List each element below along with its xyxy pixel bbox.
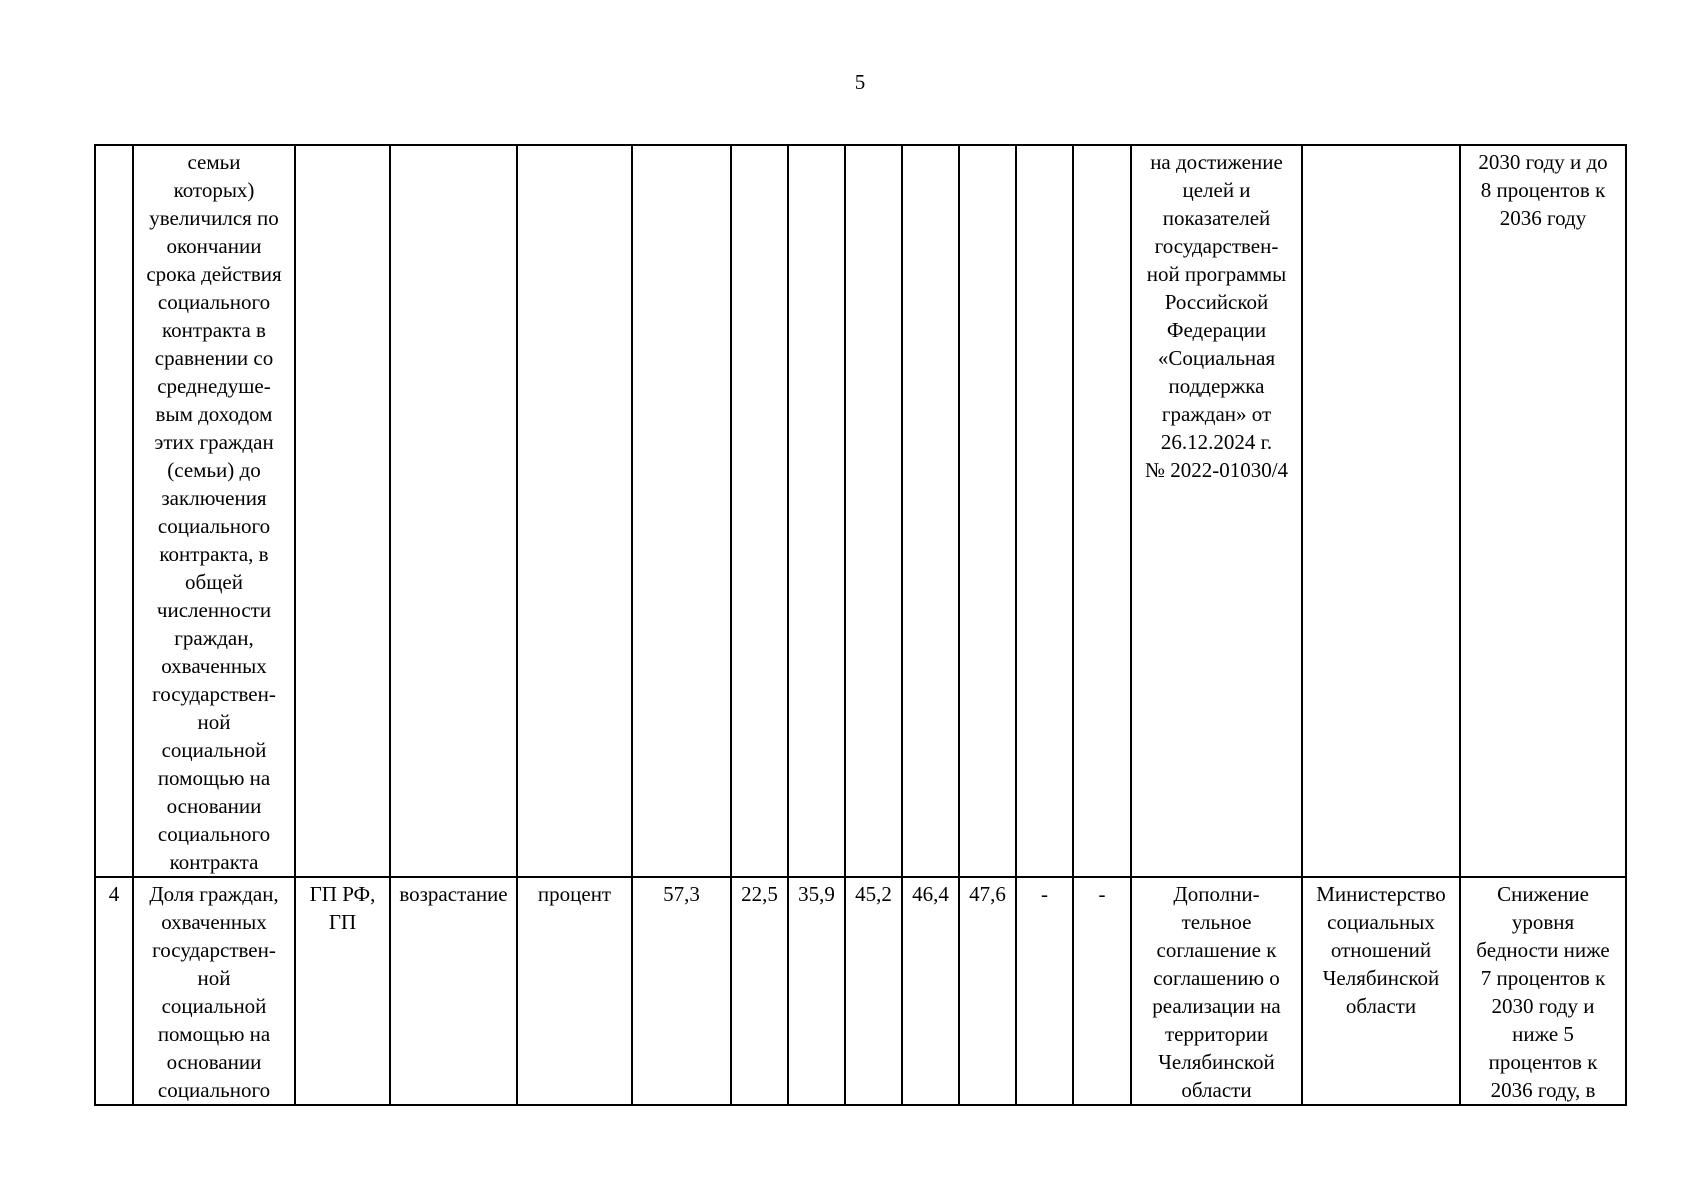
- value-cell: 22,5: [731, 877, 788, 1105]
- indicator-name-cell: Доля граждан, охваченных государствен- ной социальной помощью на основании социального: [133, 877, 295, 1105]
- responsible-cell: [1302, 145, 1460, 877]
- page-number: 5: [854, 70, 866, 94]
- table-row: [95, 877, 1626, 1105]
- value-cell: [902, 145, 959, 877]
- value-cell: [788, 145, 845, 877]
- row-number-cell: [95, 145, 133, 877]
- value-cell: 45,2: [845, 877, 902, 1105]
- base-value-cell: 57,3: [632, 877, 731, 1105]
- table-row: [95, 145, 1626, 877]
- value-cell: 35,9: [788, 877, 845, 1105]
- national-goal-link-cell: 2030 году и до 8 процентов к 2036 году: [1460, 145, 1626, 877]
- trend-cell: возрастание: [390, 877, 517, 1105]
- value-cell: -: [1016, 877, 1073, 1105]
- responsible-cell: Министерство социальных отношений Челябинской области: [1302, 877, 1460, 1105]
- unit-cell: [517, 145, 632, 877]
- document-cell: Дополни- тельное соглашение к соглашению о реализации на территории Челябинской области: [1131, 877, 1302, 1105]
- value-cell: [731, 145, 788, 877]
- value-cell: [959, 145, 1016, 877]
- value-cell: 47,6: [959, 877, 1016, 1105]
- row-number-cell: 4: [95, 877, 133, 1105]
- trend-cell: [390, 145, 517, 877]
- indicators-table: [94, 144, 1627, 1106]
- indicator-level-cell: [295, 145, 390, 877]
- base-value-cell: [632, 145, 731, 877]
- value-cell: [1073, 145, 1131, 877]
- document-cell: на достижение целей и показателей государствен- ной программы Российской Федерации «Социальная поддержка граждан» от 26.12.2024 г. № 2022-01030/4: [1131, 145, 1302, 877]
- national-goal-link-cell: Снижение уровня бедности ниже 7 процентов к 2030 году и ниже 5 процентов к 2036 году, в: [1460, 877, 1626, 1105]
- value-cell: 46,4: [902, 877, 959, 1105]
- value-cell: [845, 145, 902, 877]
- indicator-name-cell: семьи которых) увеличился по окончании срока действия социального контракта в сравнении со среднедуше- вым доходом этих граждан (семьи) до заключения социального контракта, в общей численности граждан, охваченных государствен- ной социальной помощью на основании социального контракта: [133, 145, 295, 877]
- value-cell: [1016, 145, 1073, 877]
- indicator-level-cell: ГП РФ, ГП: [295, 877, 390, 1105]
- unit-cell: процент: [517, 877, 632, 1105]
- value-cell: -: [1073, 877, 1131, 1105]
